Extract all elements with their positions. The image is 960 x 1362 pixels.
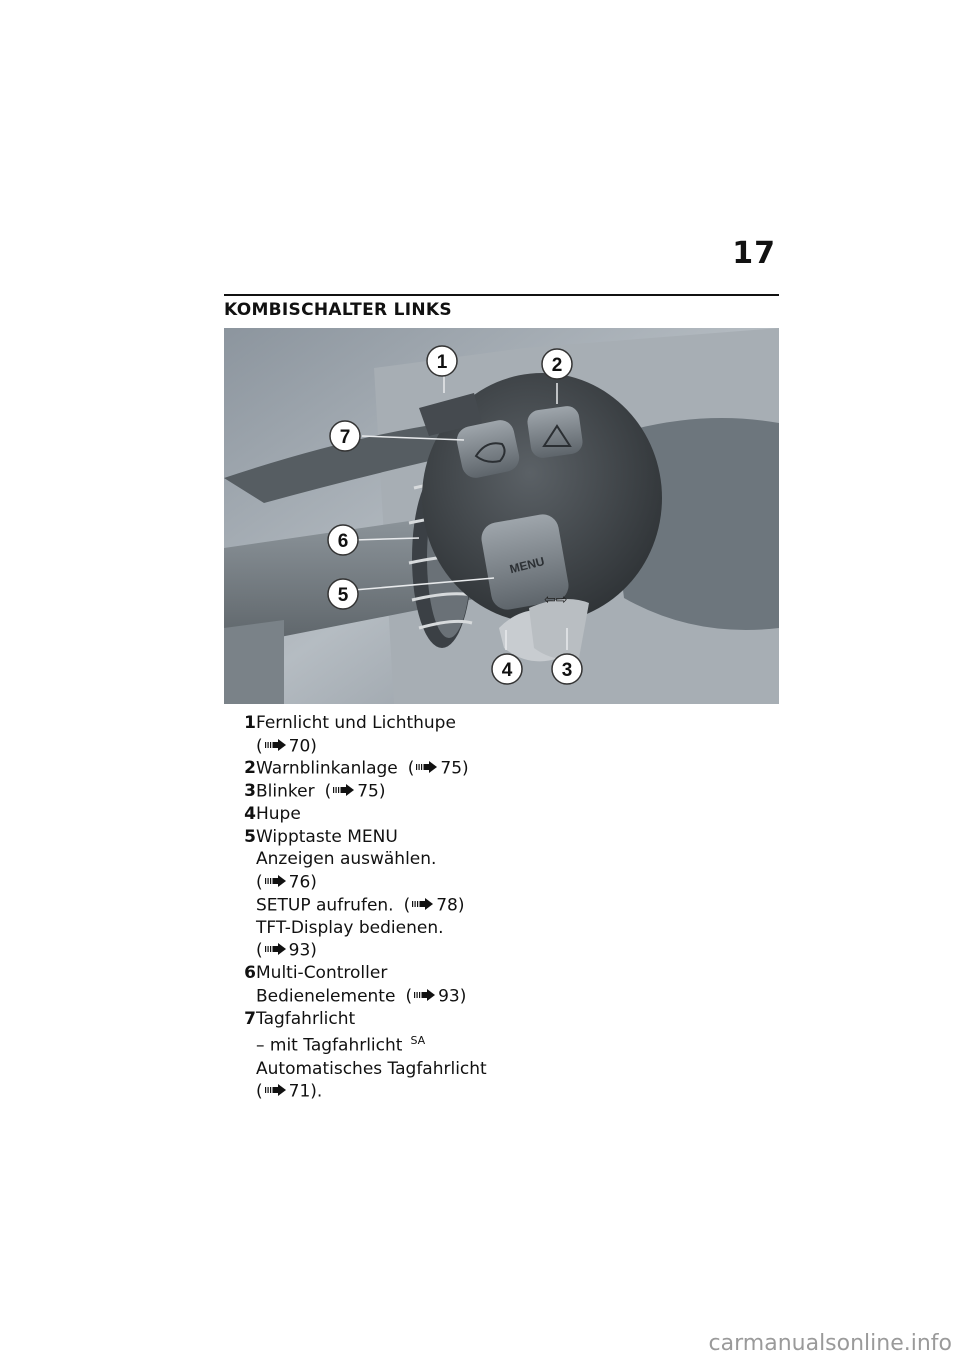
special-accessory-mark: SA: [410, 1034, 426, 1048]
legend-line: [256, 826, 465, 849]
legend-text: Anzeigen auswählen.: [256, 849, 437, 870]
legend-line: [256, 894, 465, 917]
legend-text: Fernlicht und Lichthupe: [256, 713, 456, 733]
legend-line: [256, 735, 456, 758]
legend-number: 5: [244, 826, 256, 847]
callout-5: [328, 579, 358, 609]
legend-text: Automatisches Tagfahrlicht: [256, 1058, 487, 1079]
page-arrow-icon: [416, 757, 438, 780]
svg-text:3: 3: [561, 660, 573, 681]
page-arrow-icon: [414, 985, 436, 1008]
page-arrow-icon: [265, 871, 287, 894]
legend-item: [224, 826, 644, 962]
page-reference-link[interactable]: ( 70): [256, 735, 317, 756]
legend-item: [224, 757, 644, 780]
legend-line: [256, 803, 301, 826]
page-reference-link[interactable]: ( 76): [256, 872, 317, 893]
legend-number: 4: [244, 804, 256, 825]
watermark: carmanualsonline.info: [708, 1331, 952, 1356]
legend-line: [256, 1080, 487, 1103]
legend-item: [224, 1008, 644, 1103]
section-title: KOMBISCHALTER LINKS: [224, 300, 452, 320]
page-reference-number: 93: [288, 940, 311, 961]
page-arrow-icon: [265, 1080, 287, 1103]
callout-1: [427, 346, 457, 376]
legend-line: [256, 757, 469, 780]
page-reference-link[interactable]: ( 71): [256, 1081, 317, 1102]
legend-line: [256, 962, 466, 985]
page-reference-number: 70: [288, 735, 311, 756]
legend-line: [256, 848, 465, 871]
legend-number: 7: [244, 1008, 256, 1029]
legend-item: [224, 712, 644, 757]
legend-text: Wipptaste MENU: [256, 826, 398, 847]
legend-text: Warnblinkanlage: [256, 758, 398, 779]
page-reference-number: 75: [440, 758, 463, 779]
legend-line: [256, 1008, 487, 1031]
legend-number: 3: [244, 781, 256, 802]
page-reference-link[interactable]: ( 75): [324, 781, 386, 802]
page-arrow-icon: [412, 894, 434, 917]
legend-text: – mit Tagfahrlicht: [256, 1036, 403, 1057]
page-reference-number: 75: [357, 781, 379, 802]
handlebar-switch-illustration: [224, 328, 779, 704]
callout-7: [330, 421, 360, 451]
header-rule: [224, 294, 779, 296]
page-number: 17: [732, 236, 776, 271]
legend-line: [256, 780, 386, 803]
legend-text: Hupe: [256, 804, 301, 825]
legend-line: [256, 712, 456, 735]
page-reference-link[interactable]: ( 93): [256, 940, 317, 961]
legend-line: [256, 871, 465, 894]
svg-text:⇦⇨: ⇦⇨: [544, 592, 568, 608]
page-reference-link[interactable]: ( 78): [403, 895, 465, 916]
legend-line: [256, 917, 465, 940]
page-reference-number: 71: [288, 1081, 311, 1102]
legend-item: [224, 780, 644, 803]
legend-number: 6: [244, 963, 256, 984]
callout-6: [328, 525, 358, 555]
page-reference-number: 78: [436, 895, 458, 916]
legend-text: TFT-Display bedienen.: [256, 917, 444, 938]
legend-number: 2: [244, 758, 256, 779]
callout-3: [552, 654, 582, 684]
legend-number: 1: [244, 713, 256, 733]
page-reference-number: 93: [438, 986, 460, 1007]
page-reference-number: 76: [288, 872, 311, 893]
page-reference-link[interactable]: ( 75): [407, 758, 469, 779]
legend-line: [256, 1030, 487, 1057]
page-reference-link[interactable]: ( 93): [405, 986, 467, 1007]
svg-text:4: 4: [501, 660, 513, 681]
reference-suffix: .: [316, 1081, 323, 1102]
legend-item: [224, 803, 644, 826]
legend-line: [256, 985, 466, 1008]
svg-text:1: 1: [436, 352, 448, 373]
legend-list: [224, 712, 644, 1103]
legend-line: [256, 1058, 487, 1081]
callout-4: [492, 654, 522, 684]
legend-text: SETUP aufrufen.: [256, 895, 394, 916]
svg-text:5: 5: [337, 585, 349, 606]
legend-text: Bedienelemente: [256, 986, 396, 1007]
callout-2: [542, 349, 572, 379]
handlebar-switch-photo: [224, 328, 779, 704]
svg-text:2: 2: [551, 355, 563, 376]
legend-text: Blinker: [256, 781, 315, 802]
page-arrow-icon: [265, 939, 287, 962]
svg-text:6: 6: [337, 531, 349, 552]
page-arrow-icon: [333, 780, 355, 803]
legend-text: Tagfahrlicht: [256, 1008, 356, 1029]
page-arrow-icon: [265, 735, 287, 758]
menu-label: MENU: [508, 554, 546, 577]
legend-line: [256, 939, 465, 962]
svg-text:7: 7: [339, 427, 351, 448]
legend-text: Multi-Controller: [256, 963, 388, 984]
legend-item: [224, 962, 644, 1007]
